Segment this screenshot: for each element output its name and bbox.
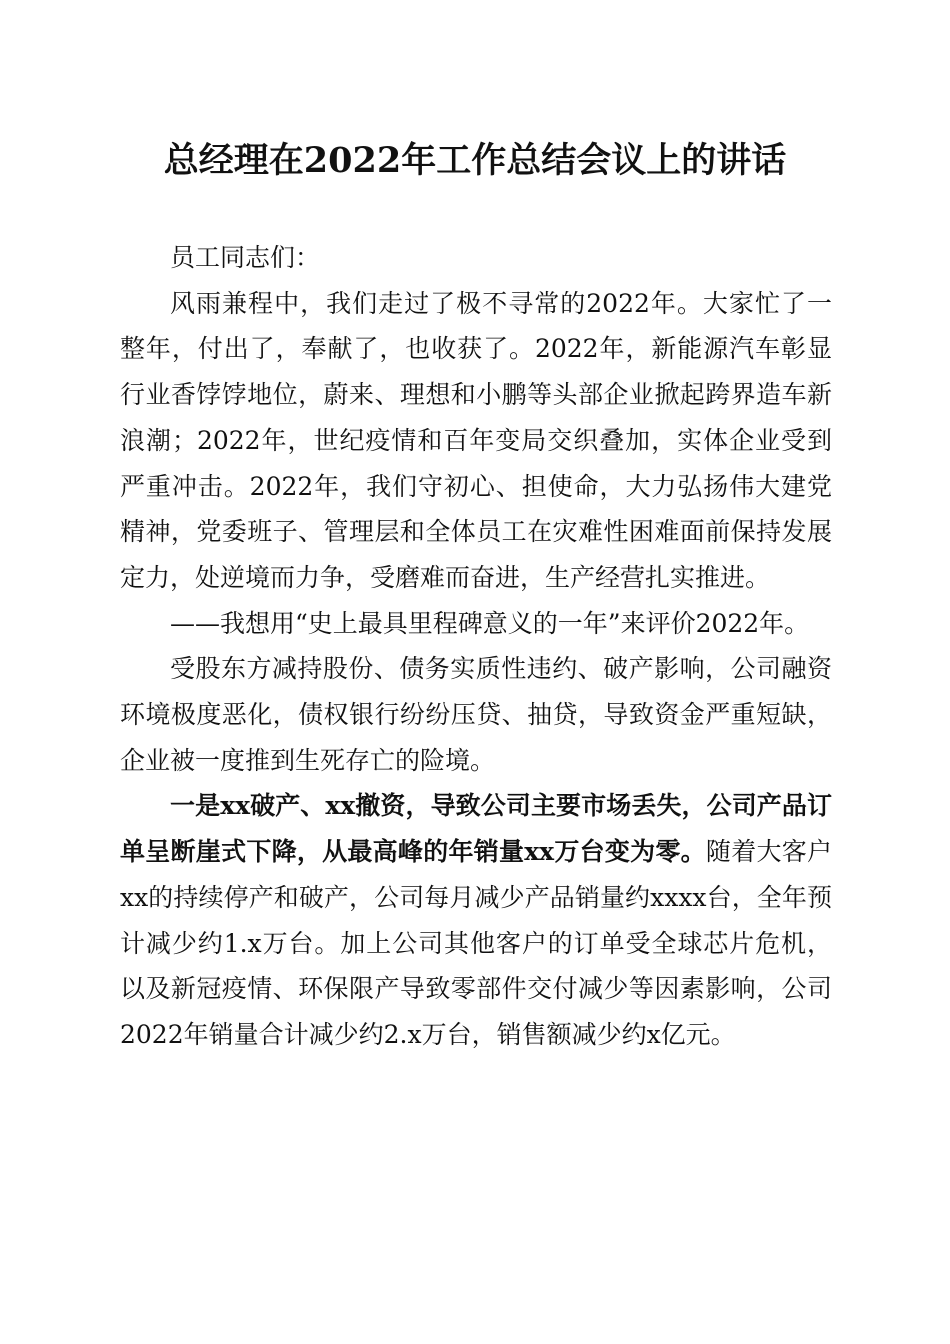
- point-one-rest: 随着大客户xx的持续停产和破产，公司每月减少产品销量约xxxx台，全年预计减少约1.x万台。加上公司其他客户的订单受全球芯片危机，以及新冠疫情、环保限产导致零部件交付减少等因素影响，公司2022年销量合计减少约2.x万台，销售额减少约x亿元。: [120, 837, 832, 1049]
- document-title: 总经理在2022年工作总结会议上的讲话: [163, 140, 787, 181]
- salutation: 员工同志们：: [170, 243, 321, 272]
- document-body: [120, 235, 832, 1058]
- paragraph-3: 受股东方减持股份、债务实质性违约、破产影响，公司融资环境极度恶化，债权银行纷纷压贷、抽贷，导致资金严重短缺，企业被一度推到生死存亡的险境。: [120, 654, 832, 775]
- point-one-lead: 一是xx破产、xx撤资，导致公司主要市场丢失，公司产品订单呈断崖式下降，从最高峰的年销量xx万台变为零。: [120, 791, 832, 867]
- paragraph-2: ——我想用“史上最具里程碑意义的一年”来评价2022年。: [170, 608, 810, 638]
- paragraph-point-one: [120, 783, 832, 1057]
- paragraph-1: 风雨兼程中，我们走过了极不寻常的2022年。大家忙了一整年，付出了，奉献了，也收获了。2022年，新能源汽车彰显行业香饽饽地位，蔚来、理想和小鹏等头部企业掀起跨界造车新浪潮；2022年，世纪疫情和百年变局交织叠加，实体企业受到严重冲击。2022年，我们守初心、担使命，大力弘扬伟大建党精神，党委班子、管理层和全体员工在灾难性困难面前保持发展定力，处逆境而力争，受磨难而奋进，生产经营扎实推进。: [120, 288, 832, 592]
